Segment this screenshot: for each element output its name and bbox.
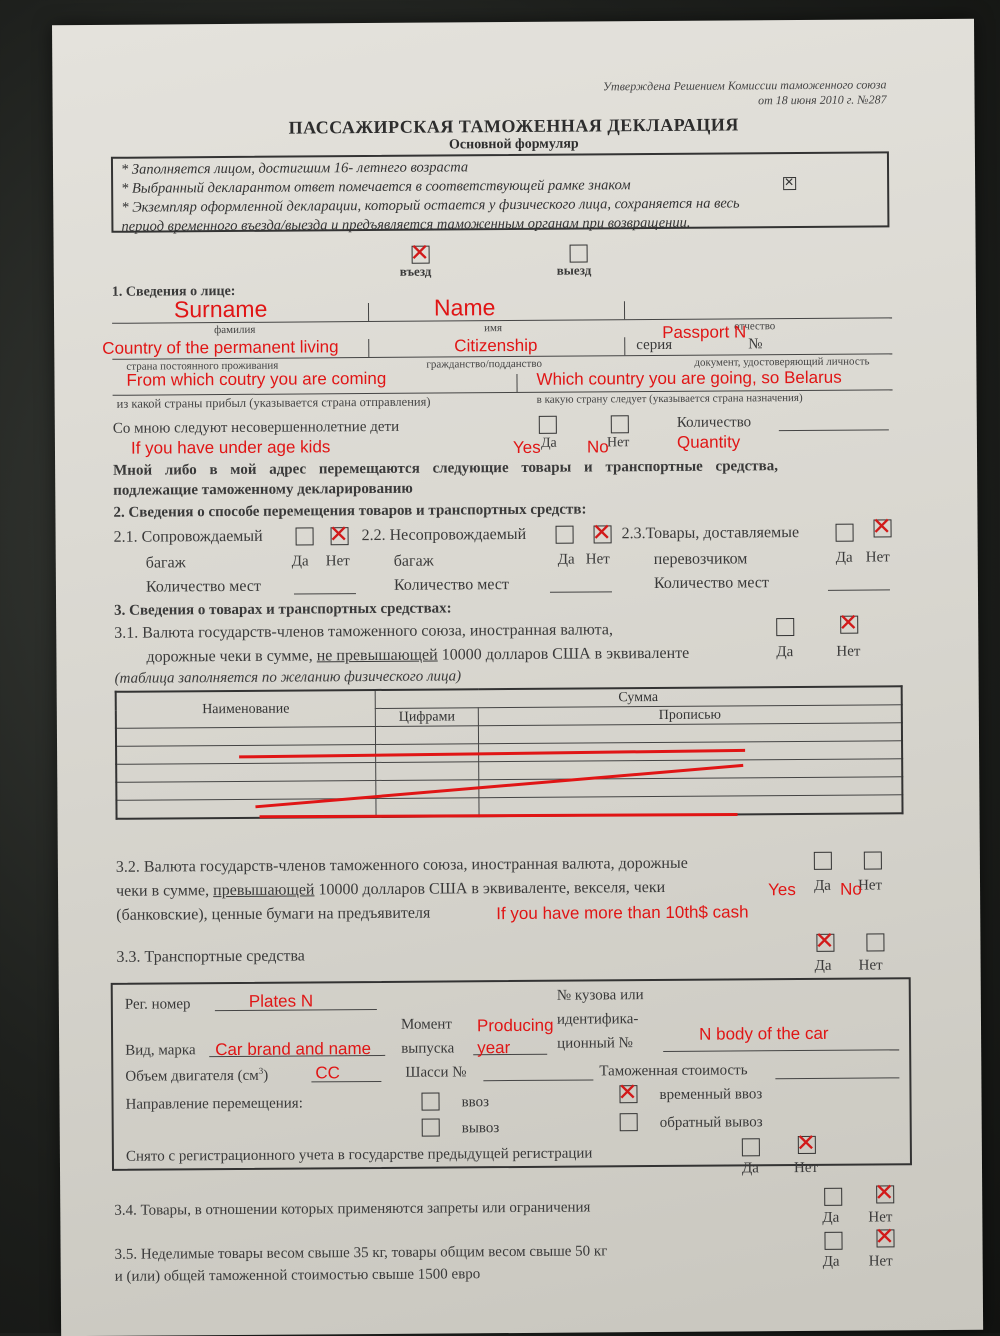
declaration-form <box>52 19 983 1336</box>
type-brand-label: Вид, марка <box>125 1042 196 1059</box>
from-caption: из какой страны прибыл (указывается страна отправления) <box>116 394 431 411</box>
residence-caption: страна постоянного проживания <box>126 359 279 373</box>
form-title: ПАССАЖИРСКАЯ ТАМОЖЕННАЯ ДЕКЛАРАЦИЯ <box>288 114 739 138</box>
body-number-label-1: № кузова или <box>556 987 644 1004</box>
section3-title: 3. Сведения о товарах и транспортных средствах: <box>114 600 452 619</box>
note-line: * Выбранный декларантом ответ помечается в соответствующей рамке знаком <box>121 177 631 197</box>
body-number-label-3: ционный № <box>557 1035 633 1052</box>
citizenship-caption: гражданство/подданство <box>426 357 543 371</box>
table-header-digits: Цифрами <box>375 708 478 727</box>
x-mark-icon: ✕ <box>871 512 892 541</box>
s21-places: Количество мест <box>145 577 262 596</box>
to-caption: в какую страну следует (указывается страна назначения) <box>536 391 803 406</box>
s35-yes-label: Да <box>822 1253 840 1270</box>
note-line: * Заполняется лицом, достигшим 16- летнего возраста <box>120 159 469 178</box>
deregistered-no-checkbox[interactable] <box>795 1128 817 1158</box>
entry-label: въезд <box>399 263 432 279</box>
s31-yes-label: Да <box>776 644 794 661</box>
s32-line2: чеки в сумме, превышающей 10000 долларов США в эквиваленте, векселя, чеки <box>115 878 666 900</box>
s21-yes-label: Да <box>291 553 309 570</box>
x-mark-icon: ✕ <box>328 520 349 549</box>
x-mark-icon: ✕ <box>784 175 795 190</box>
x-mark-icon: ✕ <box>617 1078 638 1107</box>
s22-yes-label: Да <box>557 551 575 568</box>
body-number-label-2: идентифика- <box>556 1011 639 1028</box>
strike-line <box>239 750 745 757</box>
deregistered-label: Снято с регистрационного учета в государстве предыдущей регистрации <box>125 1145 593 1165</box>
temp-import-checkbox[interactable] <box>617 1078 638 1107</box>
table-header-name: Наименование <box>116 690 376 728</box>
annotation-cash: If you have more than 10th$ cash <box>496 902 749 924</box>
deregistered-no-label: Нет <box>793 1159 819 1177</box>
s35-line2: и (или) общей таможенной стоимостью свыше 1500 евро <box>114 1266 481 1285</box>
movement-label: Направление перемещения: <box>125 1095 303 1113</box>
s35-no-checkbox[interactable] <box>874 1222 895 1251</box>
annotation-country-living: Country of the permanent living <box>102 337 339 358</box>
s33-no-label: Нет <box>858 957 883 974</box>
s32-line3: (банковские), ценные бумаги на предъявителя <box>116 904 431 924</box>
s33-no-checkbox[interactable] <box>866 933 884 951</box>
exit-label: выезд <box>556 262 592 278</box>
s22-places: Количество мест <box>393 576 510 594</box>
s23-places: Количество мест <box>653 574 769 593</box>
export-checkbox[interactable] <box>422 1119 440 1137</box>
s34-label: 3.4. Товары, в отношении которых применяются запреты или ограничения <box>114 1199 591 1219</box>
annotation-passport: Passport N <box>662 322 747 342</box>
s32-no-checkbox[interactable] <box>864 851 882 869</box>
s35-no-label: Нет <box>868 1253 893 1270</box>
series-label: серия <box>636 336 673 354</box>
x-mark-icon: ✕ <box>838 608 859 637</box>
note-line: период временного въезда/выезда и предъявляется таможенным органам при возвращении. <box>121 214 691 235</box>
note-line: * Экземпляр оформленной декларации, который остается у физического лица, сохраняется на весь <box>121 195 740 216</box>
x-mark-icon: ✕ <box>874 1222 895 1251</box>
form-subtitle: Основной формуляр <box>448 136 579 153</box>
strike-line <box>255 765 743 806</box>
children-yes-label: Да <box>540 435 557 451</box>
x-mark-icon: ✕ <box>591 518 612 547</box>
s31-line1: 3.1. Валюта государств-членов таможенного союза, иностранная валюта, <box>114 621 613 642</box>
surname-caption: фамилия <box>214 323 256 337</box>
x-mark-icon: ✕ <box>874 1178 895 1207</box>
annotation-citizenship: Citizenship <box>454 335 538 356</box>
annotation-producing: Producing <box>476 1015 554 1036</box>
import-checkbox[interactable] <box>421 1093 439 1111</box>
children-no-label: Нет <box>606 435 630 451</box>
annotation-car-brand: Car brand and name <box>215 1039 372 1060</box>
customs-value-label: Таможенная стоимость <box>599 1062 748 1080</box>
s22-baggage: багаж <box>393 552 434 570</box>
reverse-export-checkbox[interactable] <box>620 1113 638 1131</box>
annotation-name: Name <box>433 294 496 321</box>
s33-yes-label: Да <box>814 957 832 974</box>
declare-statement-1: Мной либо в мой адрес перемещаются следующие товары и транспортные средства, <box>113 458 779 479</box>
s21-baggage: багаж <box>145 554 186 572</box>
s32-no-label: Нет <box>857 877 883 894</box>
release-label: выпуска <box>401 1040 455 1057</box>
s34-no-checkbox[interactable] <box>874 1178 895 1207</box>
s32-yes-label: Да <box>813 877 831 894</box>
name-caption: имя <box>484 322 503 335</box>
strike-line <box>260 813 738 817</box>
quantity-label: Количество <box>676 414 752 431</box>
s32-line1: 3.2. Валюта государств-членов таможенного союза, иностранная валюта, дорожные <box>115 854 688 876</box>
x-mark-icon: ✕ <box>795 1128 817 1158</box>
deregistered-yes-checkbox[interactable] <box>742 1138 760 1156</box>
annotation-quantity: Quantity <box>676 432 741 452</box>
number-label: № <box>748 336 763 353</box>
annotation-body: N body of the car <box>699 1023 829 1044</box>
deregistered-yes-label: Да <box>741 1160 759 1177</box>
table-header-sum: Сумма <box>375 686 902 708</box>
import-label: ввоз <box>461 1094 490 1111</box>
declare-statement-2: подлежащие таможенному декларированию <box>113 480 413 499</box>
s31-no-label: Нет <box>836 643 861 660</box>
annotation-yes: Yes <box>512 437 541 458</box>
moment-label: Момент <box>400 1016 452 1033</box>
patronymic-caption: отчество <box>734 320 776 333</box>
document-caption: документ, удостоверяющий личность <box>694 355 870 369</box>
reg-number-label: Рег. номер <box>124 996 191 1013</box>
chassis-label: Шасси № <box>405 1064 467 1081</box>
x-mark-icon: ✕ <box>814 926 835 955</box>
annotation-year: year <box>477 1038 511 1058</box>
reverse-export-label: обратный вывоз <box>659 1114 763 1132</box>
x-mark-icon: ✕ <box>409 238 430 267</box>
s31-note: (таблица заполняется по желанию физического лица) <box>114 668 462 687</box>
section2-title: 2. Сведения о способе перемещения товаров и транспортных средств: <box>113 501 587 521</box>
annotation-kids: If you have under age kids <box>130 437 331 458</box>
s34-yes-label: Да <box>822 1209 840 1226</box>
s32-yes-checkbox[interactable] <box>814 852 832 870</box>
s33-label: 3.3. Транспортные средства <box>116 947 305 966</box>
annotation-no: No <box>586 437 609 457</box>
s34-yes-checkbox[interactable] <box>824 1188 842 1206</box>
annotation-cc: CC <box>315 1063 340 1083</box>
temp-import-label: временный ввоз <box>659 1086 763 1104</box>
s21-no-label: Нет <box>325 553 350 570</box>
annotation-from-country: From which coutry you are coming <box>126 368 387 390</box>
s23-no-label: Нет <box>865 549 890 566</box>
annotation-to-country: Which country you are going, so Belarus <box>536 367 842 389</box>
s31-line2: дорожные чеки в сумме, не превышающей 10000 долларов США в эквиваленте <box>146 644 690 666</box>
children-label: Со мною следуют несовершеннолетние дети <box>112 418 400 437</box>
s35-yes-checkbox[interactable] <box>824 1232 842 1250</box>
s35-line1: 3.5. Неделимые товары весом свыше 35 кг, товары общим весом свыше 50 кг <box>114 1243 608 1263</box>
s23-carrier: перевозчиком <box>653 550 748 569</box>
export-label: вывоз <box>461 1120 500 1137</box>
s23-yes-label: Да <box>835 549 853 566</box>
s23-label: 2.3.Товары, доставляемые <box>621 524 800 543</box>
annotation-surname: Surname <box>173 295 268 323</box>
table-header-words: Прописью <box>478 705 902 726</box>
s21-label: 2.1. Сопровождаемый <box>113 527 263 546</box>
s33-yes-checkbox[interactable] <box>814 926 835 955</box>
approval-note: Утверждена Решением Комиссии таможенного союза от 18 июня 2010 г. №287 <box>602 77 887 108</box>
annotation-plates: Plates N <box>248 991 314 1011</box>
annotation-yes: Yes <box>767 880 796 900</box>
annotation-no: No <box>839 879 862 899</box>
s22-no-label: Нет <box>585 551 610 568</box>
s34-no-label: Нет <box>868 1209 893 1226</box>
section1-title: 1. Сведения о лице: <box>111 283 236 300</box>
engine-label: Объем двигателя $(см^3)$ <box>125 1065 269 1085</box>
s22-label: 2.2. Несопровождаемый <box>361 525 527 545</box>
